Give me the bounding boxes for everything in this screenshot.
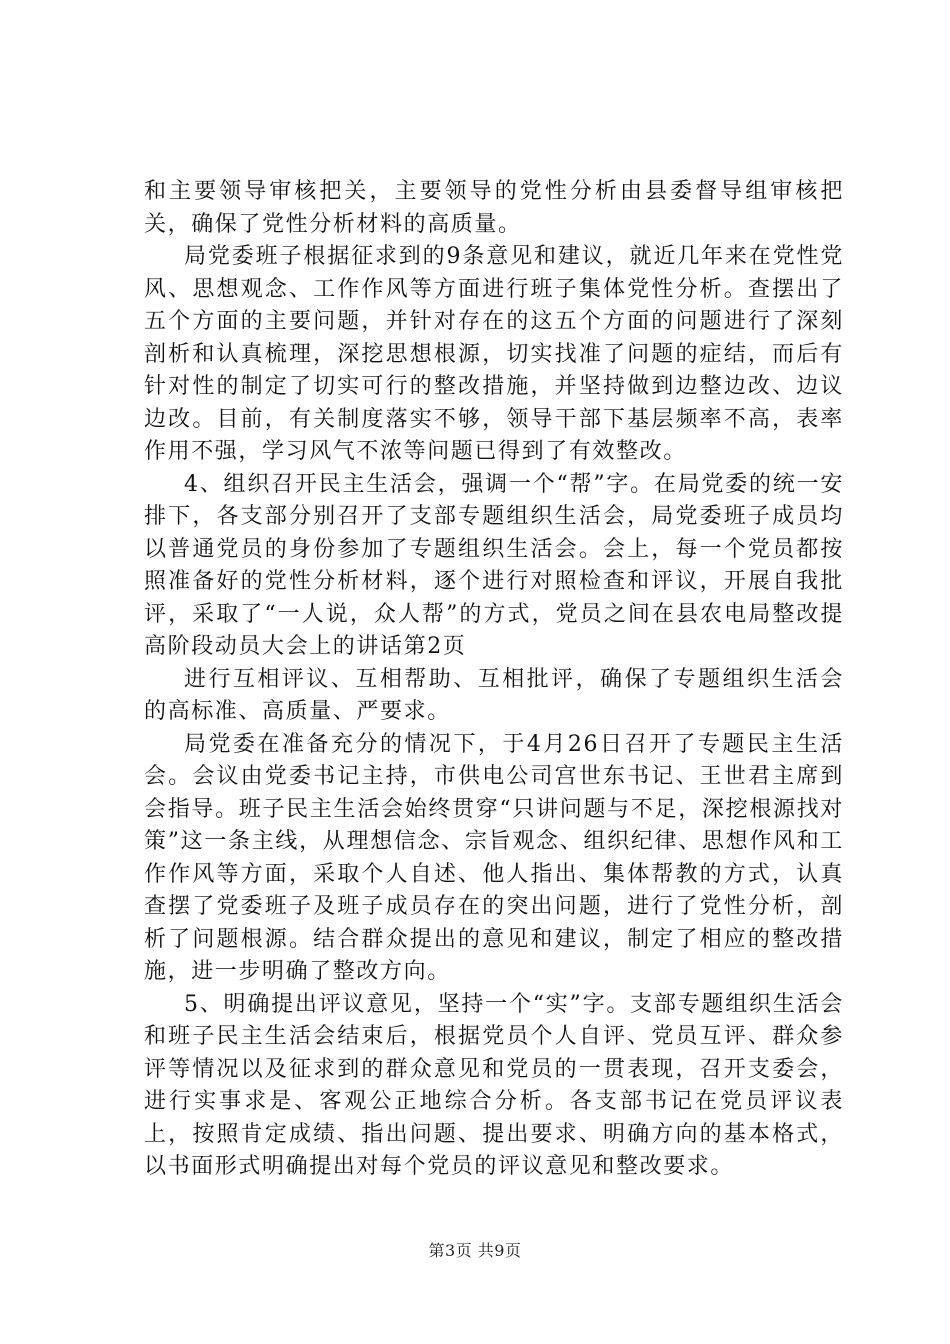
page-number: 第3页 共9页 — [428, 1241, 522, 1260]
paragraph-democratic-meeting: 局党委在准备充分的情况下，于4月26日召开了专题民主生活会。会议由党委书记主持，市供电公司宫世东书记、王世君主席到会指导。班子民主生活会始终贯穿“只讲问题与不足，深挖根源找对策”这一条主线，从理想信念、宗旨观念、组织纪律、思想作风和工作作风等方面，采取个人自述、他人指出、集体帮教的方式，认真查摆了党委班子及班子成员存在的突出问题，进行了党性分析，剖析了问题根源。结合群众提出的意见和建议，制定了相应的整改措施，进一步明确了整改方向。 — [144, 731, 844, 984]
paragraph-section-5: 5、明确提出评议意见，坚持一个“实”字。支部专题组织生活会和班子民主生活会结束后，根据党员个人自评、党员互评、群众参评等情况以及征求到的群众意见和党员的一贯表现，召开支委会，进行实事求是、客观公正地综合分析。各支部书记在党员评议表上，按照肯定成绩、指出问题、提出要求、明确方向的基本格式，以书面形式明确提出对每个党员的评议意见和整改要求。 — [144, 991, 844, 1179]
paragraph-mutual-review: 进行互相评议、互相帮助、互相批评，确保了专题组织生活会的高标准、高质量、严要求。 — [144, 666, 844, 724]
paragraph-party-analysis: 局党委班子根据征求到的9条意见和建议，就近几年来在党性党风、思想观念、工作作风等方面进行班子集体党性分析。查摆出了五个方面的主要问题，并针对存在的这五个方面的问题进行了深刻剖析和认真梳理，深挖思想根源，切实找准了问题的症结，而后有针对性的制定了切实可行的整改措施，并坚持做到边整边改、边议边改。目前，有关制度落实不够，领导干部下基层频率不高，表率作用不强，学习风气不浓等问题已得到了有效整改。 — [144, 244, 844, 464]
paragraph-continuation: 和主要领导审核把关，主要领导的党性分析由县委督导组审核把关，确保了党性分析材料的高质量。 — [144, 179, 844, 237]
document-body — [144, 176, 844, 1184]
paragraph-section-4: 4、组织召开民主生活会，强调一个“帮”字。在局党委的统一安排下，各支部分别召开了支部专题组织生活会，局党委班子成员均以普通党员的身份参加了专题组织生活会。会上，每一个党员都按照准备好的党性分析材料，逐个进行对照检查和评议，开展自我批评，采取了“一人说，众人帮”的方式，党员之间在县农电局整改提高阶段动员大会上的讲话第2页 — [144, 471, 844, 659]
